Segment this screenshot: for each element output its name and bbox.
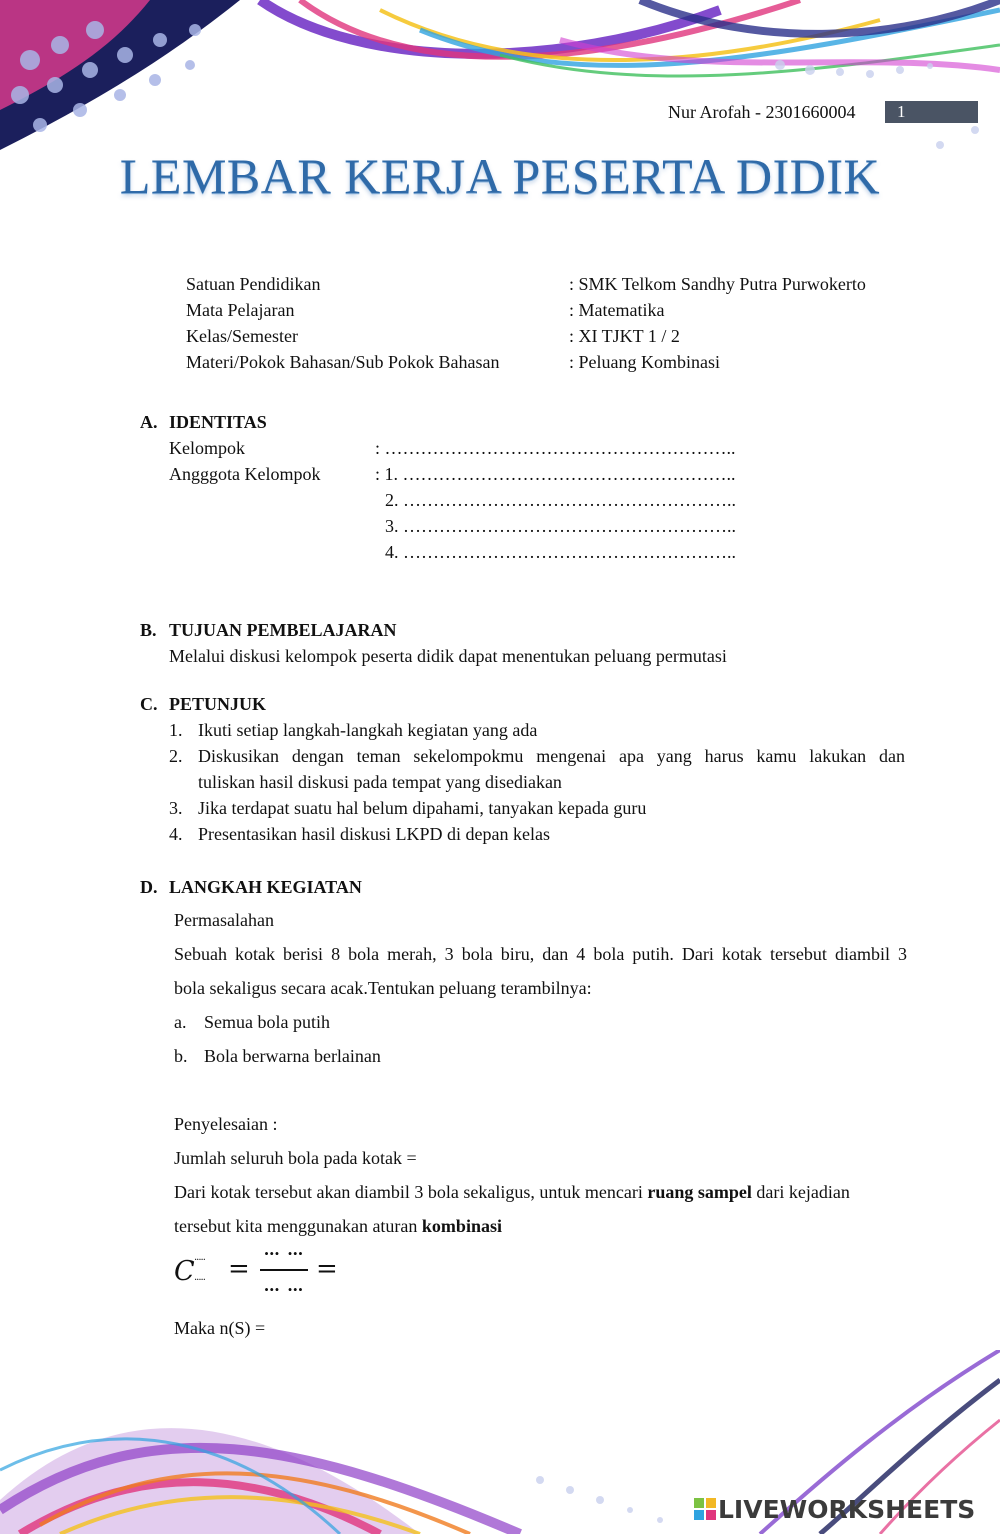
jumlah-bola-line: Jumlah seluruh bola pada kotak = [174,1148,417,1168]
section-d-heading: LANGKAH KEGIATAN [169,877,362,897]
page-title: LEMBAR KERJA PESERTA DIDIK [119,148,881,204]
ruang-sampel-term: ruang sampel [647,1182,752,1202]
section-c-letter: C. [140,694,158,714]
ruang-text-post: dari kejadian [751,1182,850,1202]
fraction-bar [260,1269,308,1271]
formula-superscript-blank[interactable]: ..... [194,1252,205,1263]
ruang-sampel-line-1 [174,1180,850,1204]
petunjuk-num-1: 1. [169,720,183,740]
petunjuk-item-2-line2: tuliskan hasil diskusi pada tempat yang disediakan [198,772,562,792]
formula-subscript-blank[interactable]: ..... [194,1272,205,1283]
anggota-label: Angggota Kelompok [169,464,321,484]
problem-line-1: Sebuah kotak berisi 8 bola merah, 3 bola biru, dan 4 bola putih. Dari kotak tersebut diambil 3 [174,944,907,964]
kelompok-field: : ………………………………………………….. [375,438,736,458]
petunjuk-num-2: 2. [169,746,183,766]
section-d-letter: D. [140,877,158,897]
kelompok-label: Kelompok [169,438,245,458]
header-author: Nur Arofah - 2301660004 [668,102,856,122]
penyelesaian-label: Penyelesaian : [174,1114,278,1134]
info-value-satuan: : SMK Telkom Sandhy Putra Purwokerto [569,274,866,294]
formula-numerator-blank[interactable]: … … [263,1240,305,1259]
section-c-heading: PETUNJUK [169,694,267,714]
option-a-text: Semua bola putih [204,1012,330,1032]
ruang-sampel-line-2 [174,1214,502,1238]
option-b-text: Bola berwarna berlainan [204,1046,381,1066]
section-a-heading: IDENTITAS [169,412,267,432]
section-b-letter: B. [140,620,157,640]
decorative-header-swirls [0,0,1000,160]
permasalahan-label: Permasalahan [174,910,274,930]
ruang-text-pre: Dari kotak tersebut akan diambil 3 bola sekaligus, untuk mencari [174,1182,648,1202]
member-field-1: : 1. ……………………………………………….. [375,464,736,484]
petunjuk-item-4: Presentasikan hasil diskusi LKPD di depan kelas [198,824,550,844]
option-a-letter: a. [174,1012,187,1032]
problem-line-2: bola sekaligus secara acak.Tentukan peluang terambilnya: [174,978,592,998]
info-label-mapel: Mata Pelajaran [186,300,295,320]
section-b-heading: TUJUAN PEMBELAJARAN [169,620,397,640]
info-label-kelas: Kelas/Semester [186,326,298,346]
kombinasi-text-pre: tersebut kita menggunakan aturan [174,1216,422,1236]
petunjuk-num-4: 4. [169,824,183,844]
watermark-text: LIVEWORKSHEETS [718,1495,976,1524]
info-value-mapel: : Matematika [569,300,665,320]
maka-ns-line: Maka n(S) = [174,1318,266,1338]
option-b-letter: b. [174,1046,188,1066]
formula-denominator-blank[interactable]: … … [263,1276,305,1295]
formula-equals-1: = [228,1254,250,1284]
formula-equals-2: = [316,1254,338,1284]
formula-c: C [174,1256,195,1287]
kombinasi-term: kombinasi [421,1216,502,1236]
tujuan-text: Melalui diskusi kelompok peserta didik dapat menentukan peluang permutasi [169,646,727,666]
petunjuk-item-1: Ikuti setiap langkah-langkah kegiatan yang ada [198,720,538,740]
info-value-materi: : Peluang Kombinasi [569,352,720,372]
member-field-2: 2. ……………………………………………….. [385,490,736,510]
info-label-materi: Materi/Pokok Bahasan/Sub Pokok Bahasan [186,352,500,372]
petunjuk-num-3: 3. [169,798,183,818]
info-label-satuan: Satuan Pendidikan [186,274,321,294]
petunjuk-item-2-line1: Diskusikan dengan teman sekelompokmu mengenai apa yang harus kamu lakukan dan [198,746,905,766]
section-a-letter: A. [140,412,158,432]
page-number-box: 1 [885,101,978,123]
info-value-kelas: : XI TJKT 1 / 2 [569,326,680,346]
petunjuk-item-3: Jika terdapat suatu hal belum dipahami, tanyakan kepada guru [198,798,647,818]
member-field-4: 4. ……………………………………………….. [385,542,736,562]
member-field-3: 3. ……………………………………………….. [385,516,736,536]
liveworksheets-logo-icon [694,1498,716,1520]
